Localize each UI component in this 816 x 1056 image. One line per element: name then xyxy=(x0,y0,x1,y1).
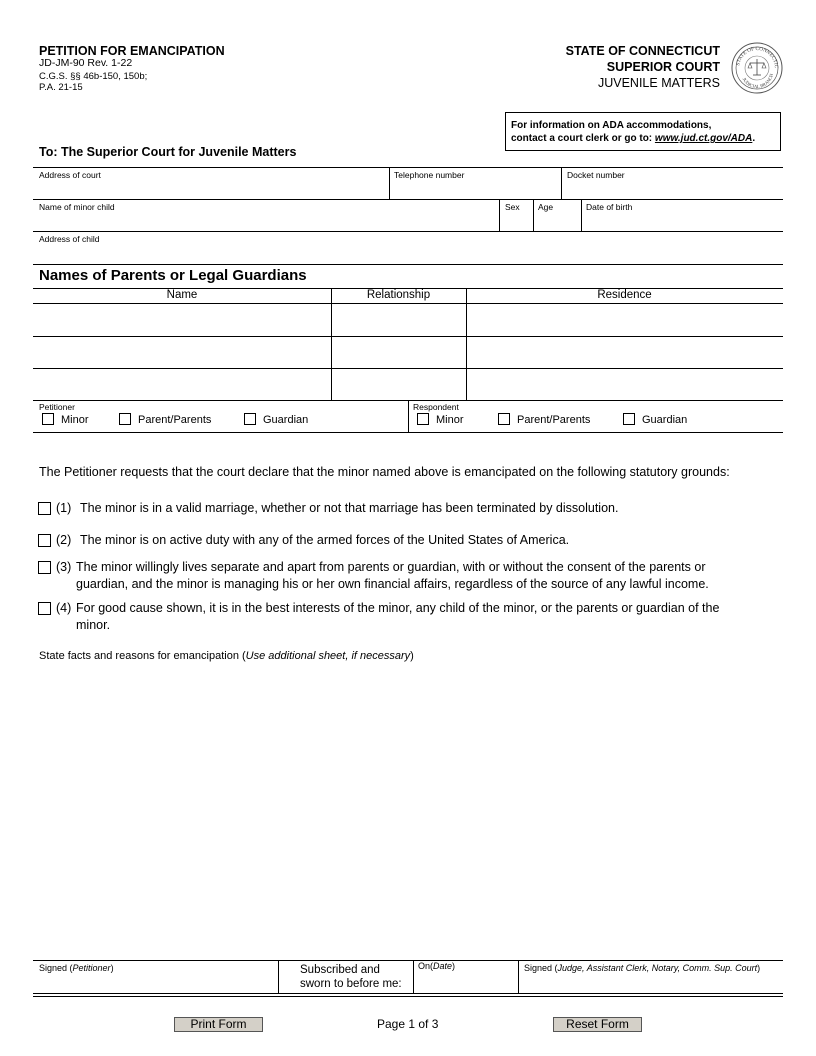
parent-relationship-input-2[interactable] xyxy=(332,337,465,367)
ground-2-checkbox[interactable] xyxy=(38,534,51,547)
ground-1-checkbox[interactable] xyxy=(38,502,51,515)
petitioner-parents-checkbox[interactable] xyxy=(119,413,131,425)
divider xyxy=(278,960,279,993)
respondent-label: Respondent xyxy=(413,402,459,412)
divider xyxy=(33,996,783,997)
column-header-name: Name xyxy=(166,289,198,301)
parent-residence-input-2[interactable] xyxy=(467,337,782,367)
divider xyxy=(499,199,500,231)
petitioner-minor-label: Minor xyxy=(61,414,89,426)
divider xyxy=(33,231,783,232)
divider xyxy=(33,264,783,265)
petitioner-guardian-label: Guardian xyxy=(263,414,309,426)
court-name: SUPERIOR COURT xyxy=(606,60,720,74)
statutes-line2: P.A. 21-15 xyxy=(39,82,83,93)
print-form-button[interactable]: Print Form xyxy=(174,1017,263,1032)
ada-line1: For information on ADA accommodations, xyxy=(511,120,712,131)
division-name: JUVENILE MATTERS xyxy=(597,76,720,90)
divider xyxy=(33,199,783,200)
parent-name-input-3[interactable] xyxy=(34,369,330,399)
divider xyxy=(518,960,519,993)
parent-name-input-2[interactable] xyxy=(34,337,330,367)
petitioner-minor-checkbox[interactable] xyxy=(42,413,54,425)
form-number: JD-JM-90 Rev. 1-22 xyxy=(39,57,133,69)
respondent-minor-checkbox[interactable] xyxy=(417,413,429,425)
request-text: The Petitioner requests that the court declare that the minor named above is emancipated on the following statutory grounds: xyxy=(39,465,730,479)
to-line: To: The Superior Court for Juvenile Matters xyxy=(39,145,297,159)
signed-petitioner-field[interactable]: Signed (Petitioner) xyxy=(39,963,114,973)
divider xyxy=(581,199,582,231)
divider xyxy=(33,993,783,994)
respondent-parents-checkbox[interactable] xyxy=(498,413,510,425)
facts-text-area[interactable] xyxy=(36,668,782,953)
address-of-court-field[interactable]: Address of court xyxy=(39,170,101,180)
petitioner-guardian-checkbox[interactable] xyxy=(244,413,256,425)
page-number: Page 1 of 3 xyxy=(377,1017,439,1031)
respondent-guardian-checkbox[interactable] xyxy=(623,413,635,425)
signed-official-field[interactable]: Signed (Judge, Assistant Clerk, Notary, Comm. Sup. Court) xyxy=(524,963,761,973)
respondent-parents-label: Parent/Parents xyxy=(517,414,591,426)
reset-form-button[interactable]: Reset Form xyxy=(553,1017,642,1032)
divider xyxy=(33,960,783,961)
age-field[interactable]: Age xyxy=(538,202,554,212)
ada-info-box xyxy=(505,112,781,151)
ground-4-checkbox[interactable] xyxy=(38,602,51,615)
form-title: PETITION FOR EMANCIPATION xyxy=(39,44,225,58)
divider xyxy=(533,199,534,231)
divider xyxy=(413,960,414,993)
divider xyxy=(561,167,562,199)
svg-text:STATE OF CONNECTICUT: STATE OF CONNECTIC xyxy=(735,45,780,69)
respondent-guardian-label: Guardian xyxy=(642,414,688,426)
parents-section-title: Names of Parents or Legal Guardians xyxy=(39,267,307,284)
column-header-relationship: Relationship xyxy=(366,289,431,301)
petitioner-label: Petitioner xyxy=(39,402,75,412)
column-header-residence: Residence xyxy=(597,289,652,301)
minor-name-field[interactable]: Name of minor child xyxy=(39,202,115,212)
on-date-field[interactable]: On(Date) xyxy=(418,961,456,971)
ada-link[interactable]: www.jud.ct.gov/ADA xyxy=(654,133,753,144)
sex-field[interactable]: Sex xyxy=(505,202,520,212)
telephone-number-field[interactable]: Telephone number xyxy=(394,170,465,180)
divider xyxy=(33,167,783,168)
parent-residence-input-3[interactable] xyxy=(467,369,782,399)
respondent-minor-label: Minor xyxy=(436,414,464,426)
state-name: STATE OF CONNECTICUT xyxy=(565,44,720,58)
facts-label: State facts and reasons for emancipation (Use additional sheet, if necessary) xyxy=(39,650,414,662)
parent-relationship-input-1[interactable] xyxy=(332,304,465,335)
svg-text:JUDICIAL BRANCH: JUDICIAL BRANCH xyxy=(741,73,774,90)
ground-3-checkbox[interactable] xyxy=(38,561,51,574)
statutes-line1: C.G.S. §§ 46b-150, 150b; xyxy=(39,71,148,82)
divider xyxy=(33,432,783,433)
parent-relationship-input-3[interactable] xyxy=(332,369,465,399)
docket-number-field[interactable]: Docket number xyxy=(567,170,625,180)
petitioner-parents-label: Parent/Parents xyxy=(138,414,212,426)
ada-line2: contact a court clerk or go to: www.jud.ct.gov/ADA. xyxy=(511,133,756,144)
parent-name-input-1[interactable] xyxy=(34,304,330,335)
divider xyxy=(408,400,409,432)
parent-residence-input-1[interactable] xyxy=(467,304,782,335)
divider xyxy=(389,167,390,199)
date-of-birth-field[interactable]: Date of birth xyxy=(586,202,633,212)
subscribed-sworn-label: Subscribed and sworn to before me: xyxy=(300,964,402,990)
state-seal-icon xyxy=(731,42,783,94)
address-of-child-field[interactable]: Address of child xyxy=(39,234,100,244)
